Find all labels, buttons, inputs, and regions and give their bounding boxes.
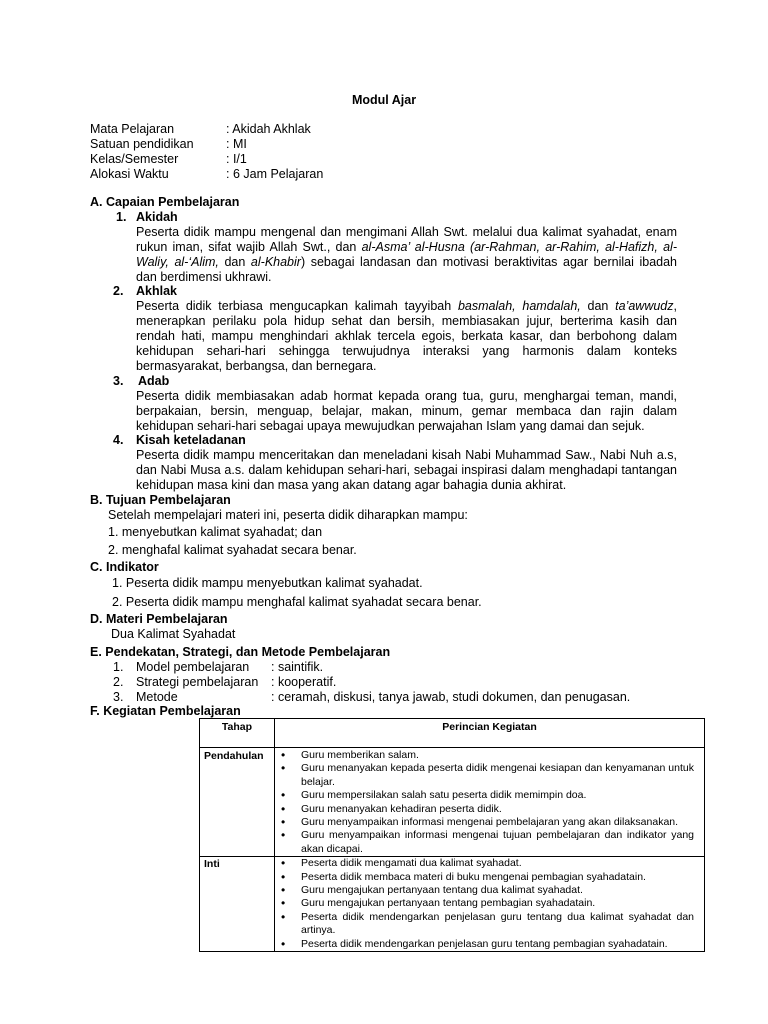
item-num: 1.: [116, 210, 127, 224]
meta-row: [90, 137, 323, 152]
meta-value: : I/1: [226, 152, 247, 166]
meta-info: [90, 122, 323, 182]
italic-text: al-Khabir: [250, 255, 301, 269]
document-title: Modul Ajar: [351, 93, 417, 107]
text: dan: [218, 255, 251, 269]
meta-key: Alokasi Waktu: [90, 167, 169, 181]
item-num: 2.: [113, 284, 124, 298]
list-item: 1. menyebutkan kalimat syahadat; dan: [108, 525, 323, 539]
item-title-adab: Adab: [138, 374, 170, 388]
list-item: • Guru mengajukan pertanyaan tentang dua kalimat syahadat.: [279, 884, 694, 897]
column-header-tahap: Tahap: [200, 719, 275, 748]
list-item: • Guru menyampaikan informasi mengenai tujuan pembelajaran dan indikator yang akan dicapai.: [279, 829, 694, 856]
italic-text: ta’awwudz: [615, 299, 674, 313]
text: Peserta didik terbiasa mengucapkan kalimah tayyibah: [136, 299, 458, 313]
method-value: : ceramah, diskusi, tanya jawab, studi dokumen, dan penugasan.: [271, 690, 631, 704]
section-d-text: Dua Kalimat Syahadat: [111, 627, 236, 641]
meta-value: : MI: [226, 137, 247, 151]
kisah-paragraph: Peserta didik mampu menceritakan dan meneladani kisah Nabi Muhammad Saw., Nabi Nuh a.s, dan Nabi Musa a.s. dalam kehidupan sehari-hari, sebagai inspirasi dalam menghadapi tantangan kehidupan masa kini dan masa yang akan datang agar bahagia dunia akhirat.: [136, 448, 677, 492]
text: Peserta didik mampu mengenal dan mengimani Allah Swt. melalui dua kalimat syahadat, enam rukun iman, sifat wajib Allah Swt., dan: [136, 225, 677, 254]
item-title-kisah: Kisah keteladanan: [136, 433, 246, 447]
meta-row: [90, 167, 323, 182]
akidah-paragraph: [136, 225, 677, 285]
method-label: Model pembelajaran: [136, 660, 250, 674]
meta-value: : 6 Jam Pelajaran: [226, 167, 324, 181]
table-row: [200, 748, 705, 857]
table-header-row: [200, 719, 705, 748]
column-header-perincian: Perincian Kegiatan: [275, 719, 705, 748]
text: dan: [580, 299, 616, 313]
list-item: • Guru menanyakan kepada peserta didik mengenai kesiapan dan kenyamanan untuk belajar.: [279, 762, 694, 789]
section-f-heading: F. Kegiatan Pembelajaran: [90, 704, 241, 718]
section-a-heading: A. Capaian Pembelajaran: [90, 195, 240, 209]
table-row: [200, 857, 705, 952]
item-num: 3.: [113, 374, 124, 388]
list-item: 2. menghafal kalimat syahadat secara benar.: [108, 543, 357, 557]
activity-table: [199, 718, 705, 952]
akhlak-paragraph: [136, 299, 677, 374]
italic-text: basmalah, hamdalah,: [457, 299, 581, 313]
item-num: 3.: [113, 690, 124, 704]
method-value: : kooperatif.: [271, 675, 337, 689]
meta-row: [90, 122, 323, 137]
section-d-heading: D. Materi Pembelajaran: [90, 612, 228, 626]
method-label: Metode: [136, 690, 178, 704]
list-item: 1. Peserta didik mampu menyebutkan kalimat syahadat.: [112, 576, 423, 590]
method-value: : saintifik.: [271, 660, 324, 674]
activity-cell: [275, 748, 705, 857]
item-title-akidah: Akidah: [136, 210, 178, 224]
text: ) sebagai landasan dan motivasi beraktivitas agar bernilai ibadah dan berdimensi ukhrawi.: [136, 255, 678, 284]
adab-paragraph: Peserta didik membiasakan adab hormat kepada orang tua, guru, menghargai teman, mandi, berpakaian, bersin, menguap, belajar, makan, minum, gemar membaca dan rajin dalam kehidupan sehari-hari sebagai upaya mewujudkan perwajahan Islam yang damai dan sejuk.: [136, 389, 677, 433]
list-item: • Guru memberikan salam.: [279, 749, 694, 762]
list-item: • Peserta didik mendengarkan penjelasan guru tentang dua kalimat syahadat dan artinya.: [279, 911, 694, 938]
stage-cell: Pendahulan: [200, 748, 275, 857]
list-item: 2. Peserta didik mampu menghafal kalimat syahadat secara benar.: [112, 595, 482, 609]
italic-text: al-Asma’ al-Husna (ar-Rahman, ar-Rahim, al-Hafizh, al-Waliy, al-‘Alim,: [136, 240, 677, 269]
section-e-heading: E. Pendekatan, Strategi, dan Metode Pembelajaran: [90, 645, 391, 659]
list-item: • Guru mengajukan pertanyaan tentang pembagian syahadatain.: [279, 897, 694, 910]
meta-key: Kelas/Semester: [90, 152, 179, 166]
text: , menerapkan perilaku pola hidup sehat dan bersih, membiasakan jujur, berterima kasih dan rendah hati, mampu menghindari akhlak tercela egois, berkata kasar, dan berbohong dalam kehidupan sehari-hari sehingga terwujudnya interaksi yang harmonis dalam konteks bermasyarakat, berbangsa, dan bernegara.: [136, 299, 677, 373]
meta-row: [90, 152, 323, 167]
meta-key: Mata Pelajaran: [90, 122, 175, 136]
list-item: • Peserta didik membaca materi di buku mengenai pembagian syahadatain.: [279, 871, 694, 884]
list-item: • Peserta didik mendengarkan penjelasan guru tentang pembagian syahadatain.: [279, 938, 694, 951]
meta-value: : Akidah Akhlak: [226, 122, 311, 136]
list-item: • Guru mempersilakan salah satu peserta didik memimpin doa.: [279, 789, 694, 802]
item-num: 1.: [113, 660, 124, 674]
section-b-heading: B. Tujuan Pembelajaran: [90, 493, 231, 507]
section-c-heading: C. Indikator: [90, 560, 159, 574]
section-b-intro: Setelah mempelajari materi ini, peserta didik diharapkan mampu:: [108, 508, 468, 522]
list-item: • Guru menanyakan kehadiran peserta didik.: [279, 803, 694, 816]
stage-cell: Inti: [200, 857, 275, 952]
item-num: 4.: [113, 433, 124, 447]
method-label: Strategi pembelajaran: [136, 675, 259, 689]
activity-cell: [275, 857, 705, 952]
item-title-akhlak: Akhlak: [136, 284, 177, 298]
list-item: • Guru menyampaikan informasi mengenai pembelajaran yang akan dilaksanakan.: [279, 816, 694, 829]
list-item: • Peserta didik mengamati dua kalimat syahadat.: [279, 857, 694, 870]
meta-key: Satuan pendidikan: [90, 137, 194, 151]
item-num: 2.: [113, 675, 124, 689]
